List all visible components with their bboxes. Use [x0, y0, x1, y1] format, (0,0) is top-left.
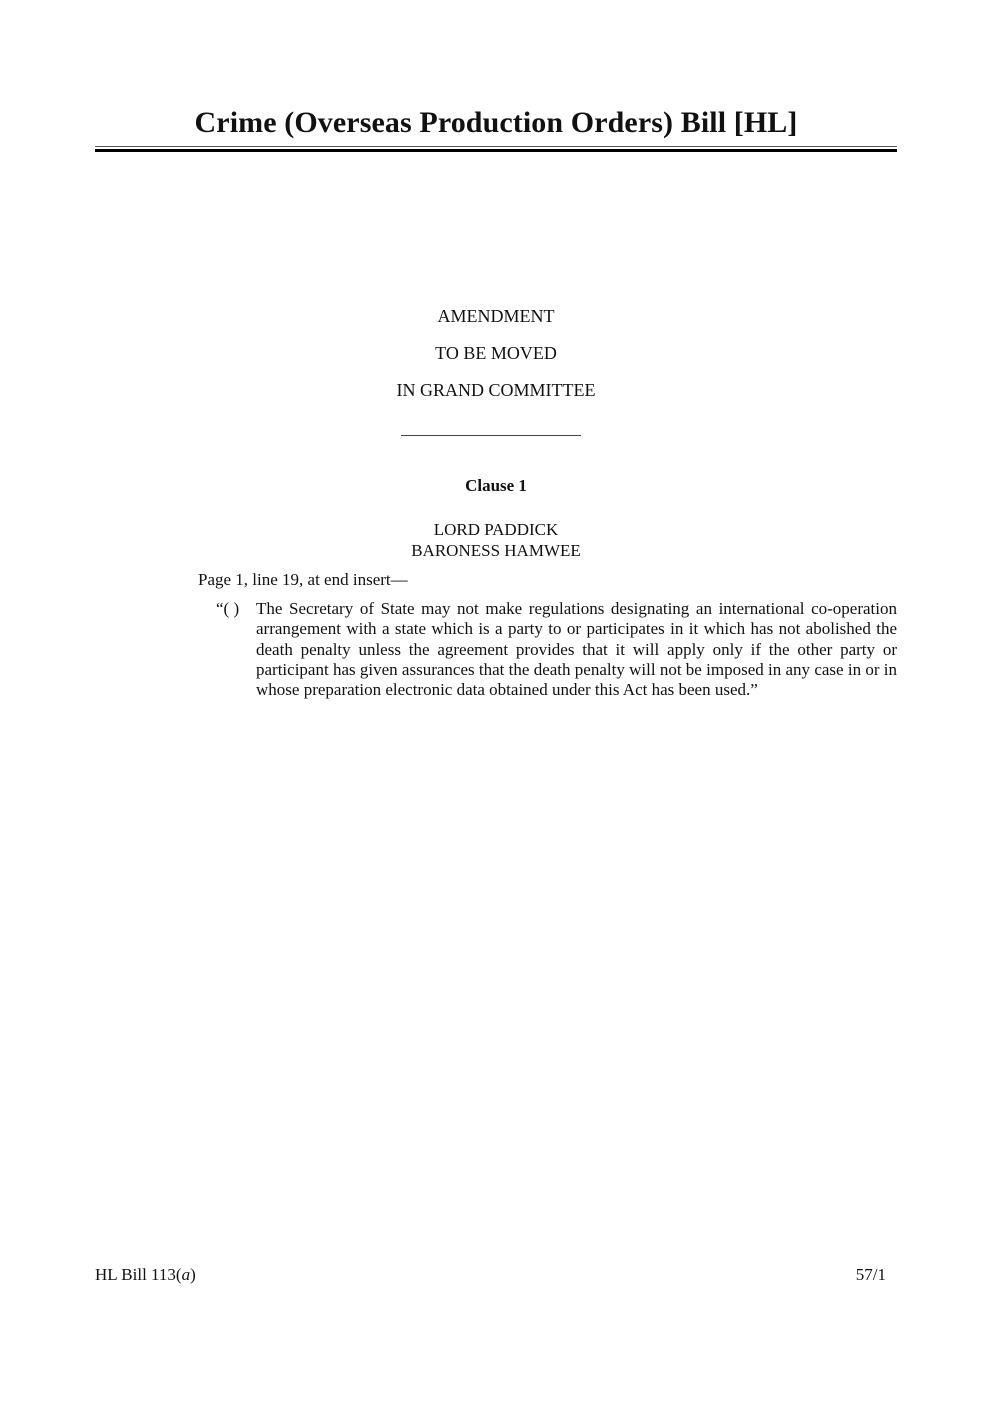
title-rule-thin	[95, 146, 897, 147]
bill-ref-prefix: HL Bill 113(	[95, 1265, 182, 1284]
heading-to-be-moved: TO BE MOVED	[435, 343, 557, 363]
amendment-instruction: Page 1, line 19, at end insert—	[198, 570, 408, 589]
movers-list	[95, 519, 897, 561]
separator-rule	[401, 435, 581, 436]
mover-name: BARONESS HAMWEE	[411, 541, 581, 560]
document-title: Crime (Overseas Production Orders) Bill [HL]	[194, 106, 798, 139]
bill-ref-suffix: )	[190, 1265, 196, 1284]
title-rule-thick	[95, 149, 897, 152]
heading-grand-committee: IN GRAND COMMITTEE	[396, 380, 596, 400]
subsection-number: “( )	[216, 599, 240, 618]
page-reference: 57/1	[855, 1265, 886, 1284]
bill-ref-italic: a	[181, 1265, 191, 1284]
bill-reference	[95, 1265, 196, 1285]
amendment-text-block	[216, 599, 897, 700]
heading-amendment: AMENDMENT	[437, 306, 555, 326]
mover-name: LORD PADDICK	[433, 520, 559, 539]
clause-heading: Clause 1	[465, 476, 527, 495]
amendment-body: The Secretary of State may not make regulations designating an international co-operation arrangement with a state which is a party to or participates in it which has not abolished the death penalty unless the agreement provides that it will apply only if the other party or participant has given assurances that the death penalty will not be imposed in any case in or in whose preparation electronic data obtained under this Act has been used.”	[256, 599, 897, 700]
